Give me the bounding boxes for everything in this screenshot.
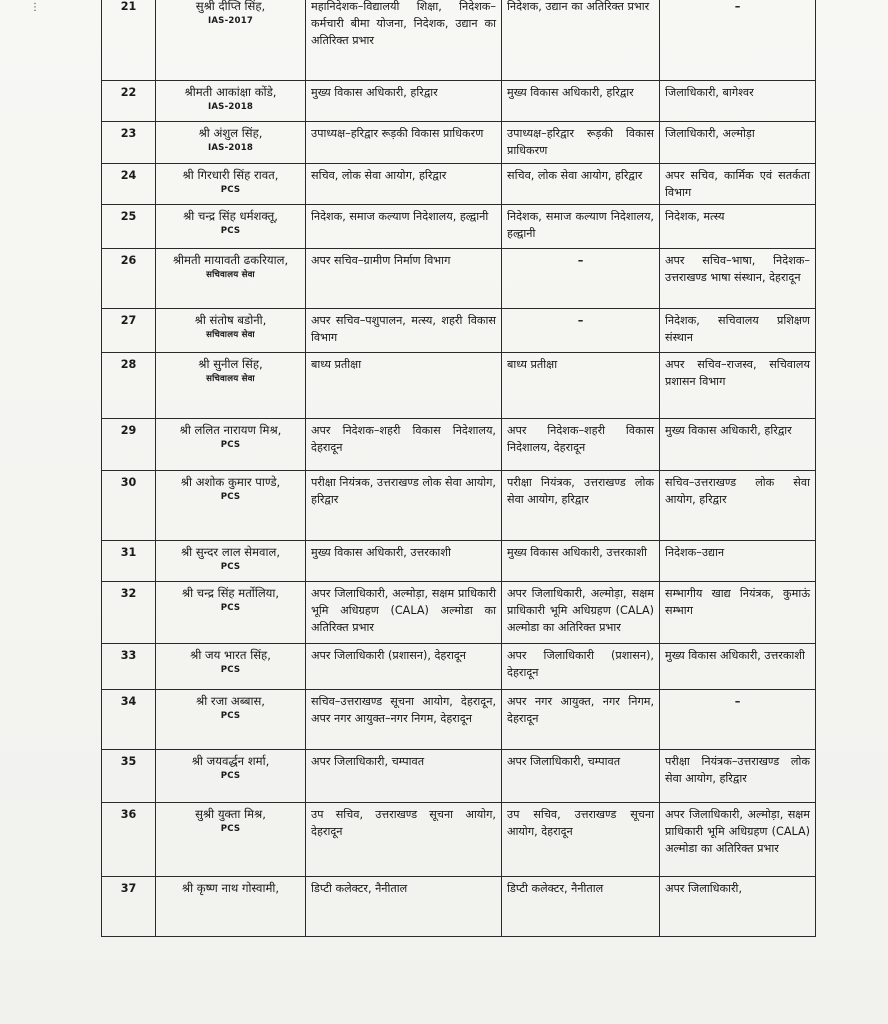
new-posting-cell: अपर सचिव–भाषा, निदेशक–उत्तराखण्ड भाषा संस्थान, देहरादून [660,249,816,309]
officer-name: श्री रजा अब्बास, [195,694,265,708]
current-posting-cell: परीक्षा नियंत्रक, उत्तराखण्ड लोक सेवा आयोग, हरिद्वार [306,471,502,541]
serial-number-cell: 28 [102,353,156,419]
relieved-from-cell: उपाध्यक्ष–हरिद्वार रूड़की विकास प्राधिकरण [502,122,660,164]
current-posting-cell: उपाध्यक्ष–हरिद्वार रूड़की विकास प्राधिकरण [306,122,502,164]
service-cadre: PCS [220,226,241,236]
current-posting-cell: डिप्टी कलेक्टर, नैनीताल [306,877,502,937]
scan-speck: ⋮ [30,2,40,13]
current-posting-cell: मुख्य विकास अधिकारी, हरिद्वार [306,81,502,122]
new-posting-cell: परीक्षा नियंत्रक–उत्तराखण्ड लोक सेवा आयोग, हरिद्वार [660,750,816,803]
service-cadre: PCS [220,185,241,195]
service-cadre: IAS-2017 [207,16,254,26]
relieved-from-cell: – [502,309,660,353]
table-row [102,122,816,164]
table-row [102,0,816,81]
current-posting-cell: अपर सचिव–पशुपालन, मत्स्य, शहरी विकास विभाग [306,309,502,353]
relieved-from-cell: निदेशक, समाज कल्याण निदेशालय, हल्द्वानी [502,205,660,249]
officer-name-cell [156,803,306,877]
table-row [102,249,816,309]
serial-number-cell: 33 [102,644,156,690]
service-cadre: PCS [220,771,241,781]
table-row [102,419,816,471]
relieved-from-cell: डिप्टी कलेक्टर, नैनीताल [502,877,660,937]
new-posting-cell: मुख्य विकास अधिकारी, उत्तरकाशी [660,644,816,690]
table-row [102,750,816,803]
officer-name: सुश्री युक्ता मिश्र, [195,807,266,821]
officer-name: श्रीमती मायावती ढकरियाल, [172,253,289,267]
serial-number-cell: 35 [102,750,156,803]
new-posting-cell: अपर सचिव–राजस्व, सचिवालय प्रशासन विभाग [660,353,816,419]
current-posting-cell: सचिव–उत्तराखण्ड सूचना आयोग, देहरादून, अपर नगर आयुक्त–नगर निगम, देहरादून [306,690,502,750]
new-posting-cell: – [660,0,816,81]
service-cadre: PCS [220,492,241,502]
officer-name: श्री ललित नारायण मिश्र, [179,423,282,437]
table-row [102,582,816,644]
service-cadre: PCS [220,440,241,450]
table-row [102,541,816,582]
officer-name-cell [156,309,306,353]
table-row [102,471,816,541]
service-cadre: PCS [220,603,241,613]
officer-name-cell [156,0,306,81]
new-posting-cell: अपर जिलाधिकारी, [660,877,816,937]
serial-number-cell: 22 [102,81,156,122]
service-cadre: PCS [220,711,241,721]
relieved-from-cell: अपर जिलाधिकारी (प्रशासन), देहरादून [502,644,660,690]
officer-name: सुश्री दीप्ति सिंह, [195,0,266,13]
current-posting-cell: मुख्य विकास अधिकारी, उत्तरकाशी [306,541,502,582]
new-posting-cell: मुख्य विकास अधिकारी, हरिद्वार [660,419,816,471]
new-posting-cell: अपर जिलाधिकारी, अल्मोड़ा, सक्षम प्राधिकारी भूमि अधिग्रहण (CALA) अल्मोडा का अतिरिक्त प्रभार [660,803,816,877]
officer-name: श्रीमती आकांक्षा कोंडे, [184,85,277,99]
serial-number-cell: 27 [102,309,156,353]
current-posting-cell: महानिदेशक–विद्यालयी शिक्षा, निदेशक–कर्मचारी बीमा योजना, निदेशक, उद्यान का अतिरिक्त प्रभार [306,0,502,81]
relieved-from-cell: अपर नगर आयुक्त, नगर निगम, देहरादून [502,690,660,750]
serial-number-cell: 29 [102,419,156,471]
officer-name-cell [156,877,306,937]
officer-name: श्री अंशुल सिंह, [198,126,263,140]
officer-name: श्री चन्द्र सिंह मर्तोलिया, [181,586,280,600]
service-cadre: PCS [220,562,241,572]
transfer-order-table [101,0,816,937]
serial-number-cell: 36 [102,803,156,877]
officer-name: श्री चन्द्र सिंह धर्मशक्तू, [183,209,278,223]
table-row [102,205,816,249]
table-row [102,309,816,353]
service-cadre: सचिवालय सेवा [206,330,255,340]
current-posting-cell: सचिव, लोक सेवा आयोग, हरिद्वार [306,164,502,205]
serial-number-cell: 26 [102,249,156,309]
relieved-from-cell: बाध्य प्रतीक्षा [502,353,660,419]
current-posting-cell: बाध्य प्रतीक्षा [306,353,502,419]
officer-name: श्री जय भारत सिंह, [190,648,271,662]
relieved-from-cell: अपर निदेशक–शहरी विकास निदेशालय, देहरादून [502,419,660,471]
officer-name-cell [156,419,306,471]
serial-number-cell: 30 [102,471,156,541]
officer-name: श्री गिरधारी सिंह रावत, [182,168,279,182]
table-row [102,690,816,750]
officer-name: श्री अशोक कुमार पाण्डे, [180,475,281,489]
serial-number-cell: 31 [102,541,156,582]
service-cadre: PCS [220,824,241,834]
officer-name-cell [156,353,306,419]
service-cadre: IAS-2018 [207,102,254,112]
table-row [102,877,816,937]
new-posting-cell: जिलाधिकारी, अल्मोड़ा [660,122,816,164]
relieved-from-cell: अपर जिलाधिकारी, चम्पावत [502,750,660,803]
officer-name: श्री कृष्ण नाथ गोस्वामी, [181,881,280,895]
officer-name-cell [156,582,306,644]
current-posting-cell: अपर जिलाधिकारी, अल्मोड़ा, सक्षम प्राधिकारी भूमि अधिग्रहण (CALA) अल्मोडा का अतिरिक्त प्रभार [306,582,502,644]
relieved-from-cell: मुख्य विकास अधिकारी, हरिद्वार [502,81,660,122]
officer-name-cell [156,122,306,164]
current-posting-cell: अपर सचिव–ग्रामीण निर्माण विभाग [306,249,502,309]
new-posting-cell: अपर सचिव, कार्मिक एवं सतर्कता विभाग [660,164,816,205]
relieved-from-cell: अपर जिलाधिकारी, अल्मोड़ा, सक्षम प्राधिकारी भूमि अधिग्रहण (CALA) अल्मोडा का अतिरिक्त प्रभार [502,582,660,644]
officer-name: श्री संतोष बडोनी, [194,313,267,327]
new-posting-cell: सम्भागीय खाद्य नियंत्रक, कुमाऊं सम्भाग [660,582,816,644]
officer-name-cell [156,471,306,541]
new-posting-cell: निदेशक, सचिवालय प्रशिक्षण संस्थान [660,309,816,353]
table-row [102,353,816,419]
officer-name-cell [156,249,306,309]
service-cadre: IAS-2018 [207,143,254,153]
officer-name: श्री सुनील सिंह, [198,357,263,371]
new-posting-cell: सचिव–उत्तराखण्ड लोक सेवा आयोग, हरिद्वार [660,471,816,541]
relieved-from-cell: उप सचिव, उत्तराखण्ड सूचना आयोग, देहरादून [502,803,660,877]
serial-number-cell: 24 [102,164,156,205]
new-posting-cell: निदेशक, मत्स्य [660,205,816,249]
current-posting-cell: अपर निदेशक–शहरी विकास निदेशालय, देहरादून [306,419,502,471]
new-posting-cell: निदेशक–उद्यान [660,541,816,582]
table-row [102,81,816,122]
officer-name-cell [156,164,306,205]
officer-name-cell [156,205,306,249]
service-cadre: सचिवालय सेवा [206,270,255,280]
current-posting-cell: निदेशक, समाज कल्याण निदेशालय, हल्द्वानी [306,205,502,249]
current-posting-cell: अपर जिलाधिकारी, चम्पावत [306,750,502,803]
table-row [102,164,816,205]
current-posting-cell: उप सचिव, उत्तराखण्ड सूचना आयोग, देहरादून [306,803,502,877]
relieved-from-cell: परीक्षा नियंत्रक, उत्तराखण्ड लोक सेवा आयोग, हरिद्वार [502,471,660,541]
officer-name-cell [156,750,306,803]
officer-name: श्री सुन्दर लाल सेमवाल, [180,545,281,559]
new-posting-cell: – [660,690,816,750]
service-cadre: सचिवालय सेवा [206,374,255,384]
officer-name-cell [156,690,306,750]
officer-name-cell [156,541,306,582]
service-cadre: PCS [220,665,241,675]
relieved-from-cell: सचिव, लोक सेवा आयोग, हरिद्वार [502,164,660,205]
relieved-from-cell: मुख्य विकास अधिकारी, उत्तरकाशी [502,541,660,582]
relieved-from-cell: – [502,249,660,309]
table-row [102,803,816,877]
officer-name-cell [156,644,306,690]
officer-name: श्री जयवर्द्धन शर्मा, [191,754,270,768]
serial-number-cell: 34 [102,690,156,750]
serial-number-cell: 23 [102,122,156,164]
current-posting-cell: अपर जिलाधिकारी (प्रशासन), देहरादून [306,644,502,690]
serial-number-cell: 37 [102,877,156,937]
serial-number-cell: 25 [102,205,156,249]
officer-name-cell [156,81,306,122]
new-posting-cell: जिलाधिकारी, बागेश्वर [660,81,816,122]
relieved-from-cell: निदेशक, उद्यान का अतिरिक्त प्रभार [502,0,660,81]
table-row [102,644,816,690]
serial-number-cell: 21 [102,0,156,81]
serial-number-cell: 32 [102,582,156,644]
